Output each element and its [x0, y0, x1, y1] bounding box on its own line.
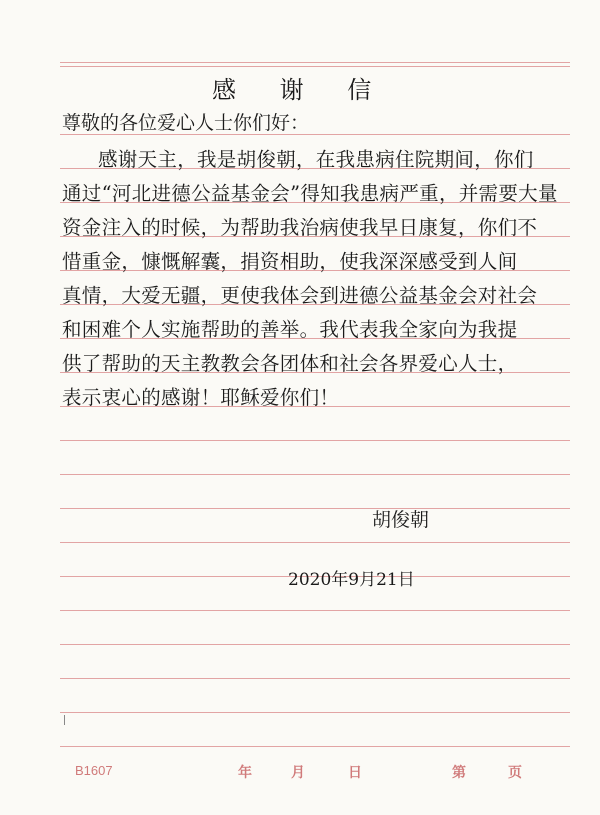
- letter-title: 感 谢 信: [212, 76, 390, 104]
- paper-code: B1607: [75, 763, 113, 778]
- footer-page-unit: 页: [508, 765, 522, 781]
- ruled-line: [60, 678, 570, 679]
- footer-year-label: 年: [238, 765, 252, 781]
- footer-month-label: 月: [291, 765, 305, 781]
- body-line: 惜重金，慷慨解囊，捐资相助，使我深深感受到人间: [62, 250, 518, 273]
- ruled-line: [60, 610, 570, 611]
- header-rule-1: [60, 62, 570, 63]
- ruled-line: [60, 542, 570, 543]
- body-line: 通过“河北进德公益基金会”得知我患病严重，并需要大量: [62, 182, 558, 205]
- footer-page-prefix: 第: [452, 765, 466, 781]
- signature: 胡俊朝: [372, 509, 430, 531]
- ruled-line: [60, 474, 570, 475]
- ruled-line: [60, 508, 570, 509]
- ruled-line: [60, 644, 570, 645]
- margin-tick: [64, 715, 65, 725]
- header-rule-2: [60, 66, 570, 67]
- letter-date: 2020年9月21日: [288, 570, 415, 590]
- body-line: 表示衷心的感谢！耶稣爱你们！: [62, 386, 340, 409]
- body-line: 感谢天主，我是胡俊朝，在我患病住院期间，你们: [98, 148, 534, 171]
- body-line: 资金注入的时候，为帮助我治病使我早日康复，你们不: [62, 216, 538, 239]
- ruled-line: [60, 746, 570, 747]
- letter-salutation: 尊敬的各位爱心人士你们好：: [62, 112, 310, 134]
- footer-day-label: 日: [348, 765, 362, 781]
- ruled-line: [60, 440, 570, 441]
- body-line: 和困难个人实施帮助的善举。我代表我全家向为我提: [62, 318, 518, 341]
- body-line: 供了帮助的天主教教会各团体和社会各界爱心人士，: [62, 352, 518, 375]
- body-line: 真情，大爱无疆，更使我体会到进德公益基金会对社会: [62, 284, 538, 307]
- ruled-line: [60, 712, 570, 713]
